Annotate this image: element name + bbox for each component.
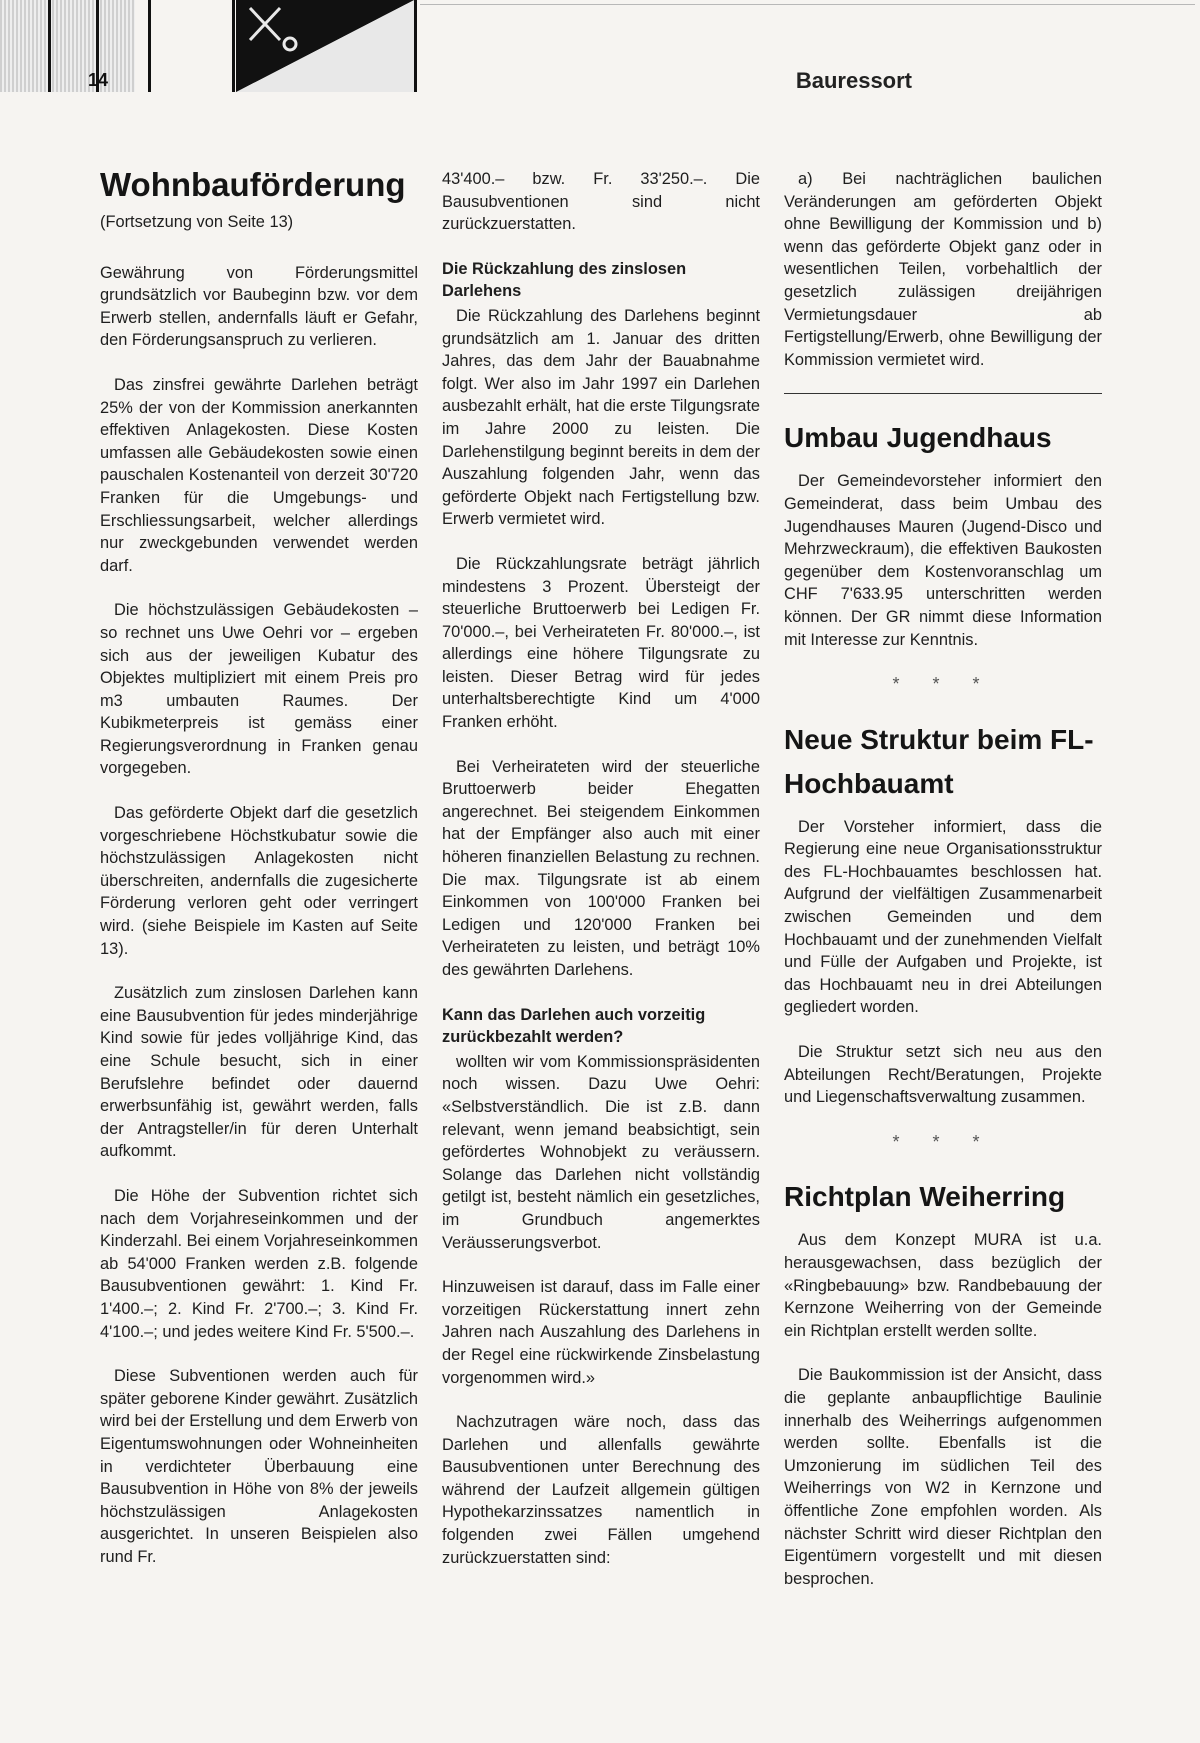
column-1	[100, 165, 418, 1590]
article-title-richtplan-weiherring: Richtplan Weiherring	[784, 1181, 1066, 1213]
paragraph: Die Rückzahlung des Darlehens beginnt grundsätzlich am 1. Januar des dritten Jahres, das dem Jahr der Bauabnahme folgt. Wer also im Jahr 1997 ein Darlehen ausbezahlt erhält, hat die erste Tilgungsrate im Jahre 2000 zu leisten. Die Darlehenstilgung beginnt bereits in dem der Auszahlung folgenden Jahr, wenn das geförderte Objekt nach Fertigstellung bzw. Erwerb vermietet wird.	[442, 306, 760, 529]
paragraph: Die Struktur setzt sich neu aus den Abteilungen Recht/Beratungen, Projekte und Liegenschaftsverwaltung zusammen.	[784, 1043, 1102, 1107]
article-subtitle: (Fortsetzung von Seite 13)	[100, 213, 294, 231]
column-3	[784, 168, 1102, 1612]
column-2	[442, 168, 760, 1591]
bauressort-logo-icon	[236, 0, 414, 92]
article-title-wohnbaufoerderung: Wohnbauförderung	[100, 166, 406, 203]
paragraph: Bei Verheirateten wird der steuerliche Bruttoerwerb beider Ehegatten angerechnet. Bei steigendem Einkommen hat der Empfänger also auch mit einer höheren finanziellen Belastung zu rechnen. Die max. Tilgungsrate ist ab einem Einkommen von 100'000 Franken bei Ledigen und 120'000 Franken bei Verheirateten zu leisten, und beträgt 10% des gewährten Darlehens.	[442, 757, 760, 979]
page-number: 14	[88, 70, 109, 90]
heading-early-repayment: Kann das Darlehen auch vorzeitig zurückbezahlt werden?	[442, 1005, 706, 1047]
paragraph: Die Höhe der Subvention richtet sich nach dem Vorjahreseinkommen und der Kinderzahl. Bei einem Vorjahreseinkommen ab 54'000 Franken werden z.B. folgende Bausubventionen gewährt: 1. Kind Fr. 1'400.–; 2. Kind Fr. 2'700.–; 3. Kind Fr. 4'100.–; und jedes weitere Kind Fr. 5'500.–.	[100, 1186, 418, 1341]
paragraph: Die höchstzulässigen Gebäudekosten – so rechnet uns Uwe Oehri vor – ergeben sich aus der jeweiligen Kubatur des Objektes multipliziert mit einem Preis pro m3 umbauten Raumes. Der Kubikmeterpreis ist gemäss einer Regierungsverordnung in Franken genau vorgegeben.	[100, 601, 418, 778]
paragraph: Das zinsfrei gewährte Darlehen beträgt 25% der von der Kommission anerkannten effektiven Anlagekosten. Diese Kosten umfassen alle Gebäudekosten sowie einen pauschalen Kostenanteil von derzeit 30'720 Franken für die Umgebungs- und Erschliessungsarbeit, welcher allerdings nur zweckgebunden verwendet werden darf.	[100, 375, 418, 575]
paragraph: Die Rückzahlungsrate beträgt jährlich mindestens 3 Prozent. Übersteigt der steuerliche Bruttoerwerb bei Ledigen Fr. 70'000.–, bei Verheirateten Fr. 80'000.–, ist allerdings eine höhere Tilgungsrate zu leisten. Dieser Betrag wird für jedes unterhaltsberechtigte Kind um 4'000 Franken erhöht.	[442, 554, 760, 732]
header-divider	[420, 4, 1195, 5]
paragraph: Gewährung von Förderungsmittel grundsätzlich vor Baubeginn bzw. vor dem Erwerb stellen, andernfalls läuft er Gefahr, den Förderungsanspruch zu verlieren.	[100, 263, 418, 350]
article-divider	[784, 393, 1102, 394]
section-label: Bauressort	[795, 68, 912, 93]
paragraph: Der Vorsteher informiert, dass die Regierung eine neue Organisationsstruktur des FL-Hochbauamtes beschlossen hat. Aufgrund der vielfältigen Zusammenarbeit zwischen Gemeinden und dem Hochbauamt und der zunehmenden Vielfalt und Fülle der Aufgaben und Projekte, ist das Hochbauamt neu in drei Abteilungen gegliedert worden.	[784, 817, 1102, 1017]
article-title-neue-struktur: Neue Struktur beim FL-Hochbauamt	[784, 723, 1094, 799]
heading-repayment: Die Rückzahlung des zinslosen Darlehens	[442, 259, 687, 301]
paragraph: Nachzutragen wäre noch, dass das Darlehen und allenfalls gewährte Bausubventionen unter Berechnung des während der Laufzeit allgemein gültigen Hypothekarzinssatzes namentlich in folgenden zwei Fällen umgehend zurückzuerstatten sind:	[442, 1413, 760, 1567]
separator-stars: * * *	[892, 1131, 994, 1152]
separator-stars: * * *	[892, 674, 994, 695]
paragraph: Das geförderte Objekt darf die gesetzlich vorgeschriebene Höchstkubatur sowie die höchstzulässigen Anlagekosten nicht überschreiten, andernfalls die zugesicherte Förderung verloren geht oder verringert wird. (siehe Beispiele im Kasten auf Seite 13).	[100, 804, 418, 958]
article-title-umbau-jugendhaus: Umbau Jugendhaus	[784, 422, 1052, 454]
paragraph: Zusätzlich zum zinslosen Darlehen kann eine Bausubvention für jedes minderjährige Kind sowie für jedes volljährige Kind, das eine Schule besucht, sich in einer Berufslehre befindet oder dauernd erwerbsunfähig ist, gewährt werden, falls der Antragsteller/in für deren Unterhalt aufkommt.	[100, 984, 418, 1161]
paragraph: 43'400.– bzw. Fr. 33'250.–. Die Bausubventionen sind nicht zurückzuerstatten.	[442, 170, 760, 234]
paragraph: Die Baukommission ist der Ansicht, dass die geplante anbaupflichtige Baulinie innerhalb des Weiherrings aufgenommen werden sollte. Ebenfalls ist die Umzonierung im südlichen Teil des Weiherrings von W2 in Kernzone und öffentliche Zone empfohlen worden. Als nächster Schritt wird dieser Richtplan den Eigentümern vorgestellt und mit diesen besprochen.	[784, 1366, 1102, 1588]
paragraph: Hinzuweisen ist darauf, dass im Falle einer vorzeitigen Rückerstattung innert zehn Jahren nach Auszahlung des Darlehens in der Regel eine rückwirkende Zinsbelastung vorgenommen wird.»	[442, 1278, 760, 1387]
paragraph: wollten wir vom Kommissionspräsidenten noch wissen. Dazu Uwe Oehri: «Selbstverständlich. Die ist z.B. dann relevant, wenn jemand beabsichtigt, sein gefördertes Wohnobjekt zu veräussern. Solange das Darlehen nicht vollständig getilgt ist, besteht nämlich ein gesetzliches, im Grundbuch angemerktes Veräusserungsverbot.	[442, 1052, 760, 1252]
paragraph: Aus dem Konzept MURA ist u.a. herausgewachsen, dass bezüglich der «Ringbebauung» bzw. Randbebauung der Kernzone Weiherring von der Gemeinde ein Richtplan erstellt werden sollte.	[784, 1231, 1102, 1340]
paragraph: Der Gemeindevorsteher informiert den Gemeinderat, dass beim Umbau des Jugendhauses Mauren (Jugend-Disco und Mehrzweckraum), die effektiven Baukosten gegenüber dem Kostenvoranschlag um CHF 7'633.95 unterschritten werden können. Der GR nimmt diese Information mit Interesse zur Kenntnis.	[784, 472, 1102, 649]
paragraph: Diese Subventionen werden auch für später geborene Kinder gewährt. Zusätzlich wird bei der Erstellung und dem Erwerb von Eigentumswohnungen oder Wohneinheiten in verdichteter Überbauung eine Bausubvention in Höhe von 8% der jeweils höchstzulässigen Anlagekosten ausgerichtet. In unseren Beispielen also rund Fr.	[100, 1367, 418, 1566]
paragraph: a) Bei nachträglichen baulichen Veränderungen am geförderten Objekt ohne Bewilligung der Kommission und b) wenn das geförderte Objekt ganz oder in wesentlichen Teilen, vorbehaltlich der gesetzlich zulässigen dreijährigen Vermietungsdauer ab Fertigstellung/Erwerb, ohne Bewilligung der Kommission vermietet wird.	[784, 170, 1102, 369]
